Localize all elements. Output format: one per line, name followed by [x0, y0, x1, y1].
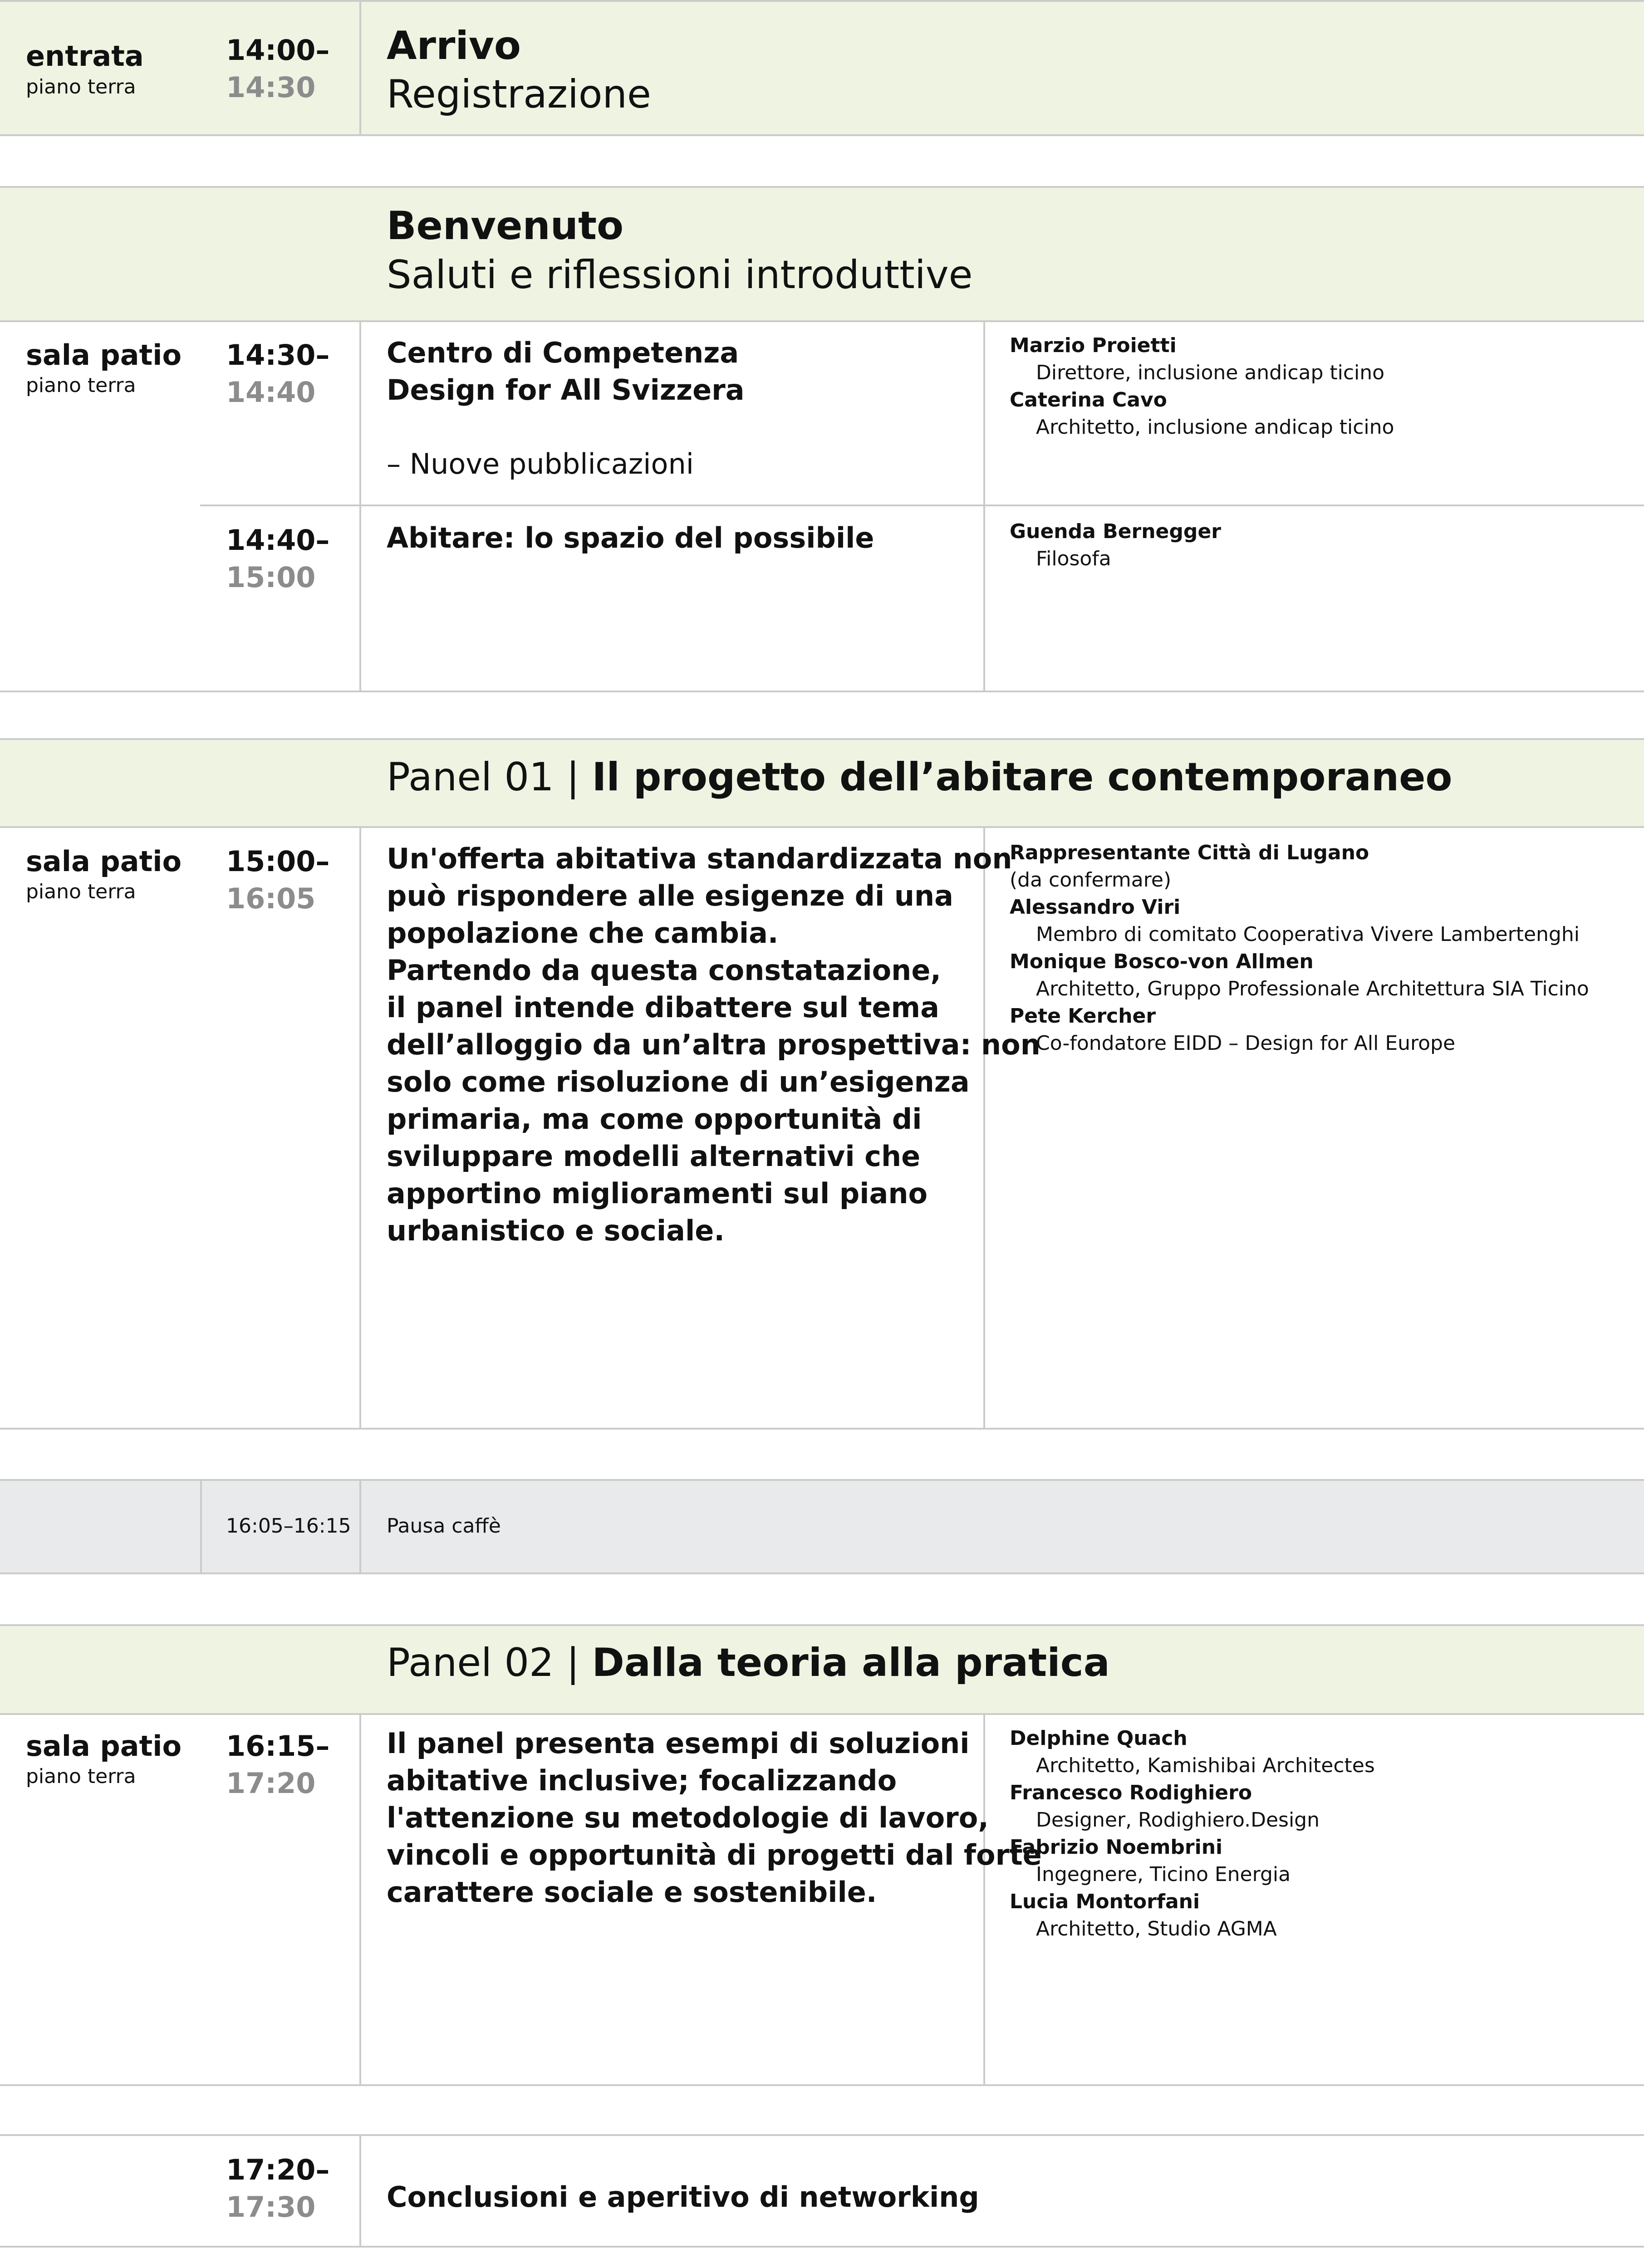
description-line: dell’alloggio da un’altra prospettiva: non — [387, 1028, 1040, 1061]
speaker-role: Direttore, inclusione andicap ticino — [1036, 361, 1385, 384]
speaker-list — [1010, 332, 1394, 441]
divider — [0, 1428, 1644, 1430]
welcome-floor: piano terra — [26, 374, 136, 397]
speaker-name: Guenda Bernegger — [1010, 520, 1221, 543]
arrival-subtitle: Registrazione — [387, 72, 651, 117]
panel2-floor: piano terra — [26, 1765, 136, 1788]
speaker-name: Pete Kercher — [1010, 1004, 1156, 1028]
panel2-time-start: 16:15– — [226, 1729, 330, 1763]
description-line: apportino miglioramenti sul piano — [387, 1177, 928, 1210]
panel1-time-end: 16:05 — [226, 882, 316, 915]
break-label: Pausa caffè — [387, 1514, 501, 1538]
speaker-name: Rappresentante Città di Lugano — [1010, 841, 1369, 864]
description-line: primaria, ma come opportunità di — [387, 1102, 922, 1136]
welcome-item-time-start: 14:30– — [226, 338, 330, 372]
description-line: l'attenzione su metodologie di lavoro, — [387, 1801, 989, 1834]
description-line: carattere sociale e sostenibile. — [387, 1876, 877, 1909]
speaker-name: Delphine Quach — [1010, 1727, 1188, 1750]
description-line: vincoli e opportunità di progetti dal forte — [387, 1838, 1042, 1871]
speaker-note: (da confermare) — [1010, 868, 1172, 892]
welcome-item-note: – Nuove pubblicazioni — [387, 447, 694, 480]
speaker-role: Ingegnere, Ticino Energia — [1036, 1863, 1291, 1886]
panel1-time-start: 15:00– — [226, 845, 330, 878]
speaker-name: Fabrizio Noembrini — [1010, 1836, 1223, 1859]
description-line: popolazione che cambia. — [387, 916, 779, 950]
speaker-role: Architetto, Gruppo Professionale Architettura SIA Ticino — [1036, 977, 1589, 1000]
arrival-band — [0, 0, 1644, 136]
panel2-title-text: Dalla teoria alla pratica — [592, 1640, 1110, 1685]
panel2-description — [387, 1725, 1042, 1911]
description-line: Partendo da questa constatazione, — [387, 954, 941, 987]
speaker-role: Membro di comitato Cooperativa Vivere Lambertenghi — [1036, 923, 1580, 946]
divider — [0, 691, 1644, 692]
closing-time-end: 17:30 — [226, 2190, 316, 2224]
speaker-name: Alessandro Viri — [1010, 896, 1181, 919]
welcome-item-time-end: 14:40 — [226, 376, 316, 409]
speaker-role: Architetto, Studio AGMA — [1036, 1917, 1277, 1940]
panel1-room: sala patio — [26, 845, 182, 878]
closing-time-start: 17:20– — [226, 2153, 330, 2186]
panel1-prefix: Panel 01 | — [387, 754, 592, 800]
divider — [359, 1713, 361, 2086]
divider — [359, 826, 361, 1430]
divider — [359, 320, 361, 692]
panel2-room: sala patio — [26, 1729, 182, 1763]
welcome-title: Benvenuto — [387, 203, 624, 249]
speaker-role: Designer, Rodighiero.Design — [1036, 1808, 1320, 1832]
description-line: urbanistico e sociale. — [387, 1214, 725, 1247]
welcome-item-title-line: Design for All Svizzera — [387, 373, 745, 407]
speaker-role: Filosofa — [1036, 547, 1111, 570]
welcome-room: sala patio — [26, 338, 182, 372]
speaker-name: Lucia Montorfani — [1010, 1890, 1200, 1913]
panel1-title-text: Il progetto dell’abitare contemporaneo — [592, 754, 1453, 800]
panel2-prefix: Panel 02 | — [387, 1640, 592, 1685]
divider — [200, 1479, 202, 1574]
divider — [0, 2084, 1644, 2086]
arrival-title: Arrivo — [387, 23, 521, 69]
break-time: 16:05–16:15 — [226, 1514, 351, 1538]
description-line: solo come risoluzione di un’esigenza — [387, 1065, 970, 1098]
panel1-title — [387, 754, 1453, 800]
speaker-name: Caterina Cavo — [1010, 388, 1167, 411]
description-line: il panel intende dibattere sul tema — [387, 991, 939, 1024]
panel1-floor: piano terra — [26, 880, 136, 903]
divider — [359, 0, 361, 136]
panel2-title — [387, 1640, 1110, 1685]
welcome-item-title-line: Abitare: lo spazio del possibile — [387, 521, 874, 554]
description-line: Il panel presenta esempi di soluzioni — [387, 1727, 970, 1760]
speaker-name: Marzio Proietti — [1010, 334, 1177, 357]
description-line: Un'offerta abitativa standardizzata non — [387, 842, 1012, 875]
welcome-subtitle: Saluti e riflessioni introduttive — [387, 252, 973, 298]
divider — [0, 2246, 1644, 2248]
arrival-floor: piano terra — [26, 75, 136, 98]
arrival-time-end: 14:30 — [226, 71, 316, 104]
panel2-time-end: 17:20 — [226, 1767, 316, 1800]
panel1-description — [387, 840, 1040, 1249]
description-line: sviluppare modelli alternativi che — [387, 1140, 921, 1173]
speaker-role: Architetto, Kamishibai Architectes — [1036, 1754, 1375, 1777]
speaker-name: Francesco Rodighiero — [1010, 1781, 1252, 1804]
speaker-list — [1010, 1725, 1375, 1943]
welcome-item-title-line: Centro di Competenza — [387, 336, 739, 369]
speaker-list — [1010, 839, 1589, 1057]
arrival-time-start: 14:00– — [226, 34, 330, 67]
divider — [359, 2134, 361, 2248]
speaker-list — [1010, 518, 1221, 573]
divider — [983, 320, 985, 692]
speaker-name: Monique Bosco-von Allmen — [1010, 950, 1314, 973]
speaker-role: Architetto, inclusione andicap ticino — [1036, 416, 1394, 439]
arrival-room: entrata — [26, 39, 144, 73]
divider — [200, 505, 1644, 506]
welcome-item-time-end: 15:00 — [226, 561, 316, 594]
divider — [359, 1479, 361, 1574]
welcome-item-time-start: 14:40– — [226, 524, 330, 557]
speaker-role: Co-fondatore EIDD – Design for All Europe — [1036, 1032, 1456, 1055]
description-line: può rispondere alle esigenze di una — [387, 879, 953, 912]
closing-title: Conclusioni e aperitivo di networking — [387, 2180, 979, 2214]
divider — [0, 2134, 1644, 2136]
description-line: abitative inclusive; focalizzando — [387, 1764, 897, 1797]
